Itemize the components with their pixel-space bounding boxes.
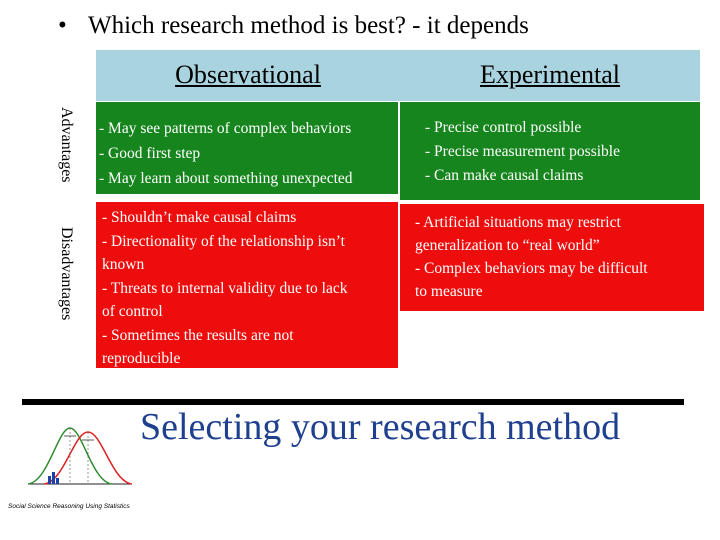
list-item: - Artificial situations may restrict [415, 214, 621, 231]
slide-bullet: • [58, 12, 67, 39]
list-item: - Can make causal claims [425, 167, 584, 184]
cell-experimental-disadvantages [400, 204, 704, 311]
list-item: known [102, 256, 145, 273]
cell-observational-advantages [96, 102, 398, 194]
list-item: - Precise measurement possible [425, 143, 620, 160]
list-item: - Directionality of the relationship isn’t [102, 232, 345, 250]
list-item: reproducible [102, 350, 181, 367]
logo-caption: Social Science Reasoning Using Statistics [8, 503, 130, 510]
list-item: of control [102, 303, 163, 320]
list-item: - Sometimes the results are not [102, 326, 294, 344]
list-item: - Threats to internal validity due to lack [102, 279, 348, 297]
header-experimental: Experimental [400, 50, 700, 101]
list-item: - Shouldn’t make causal claims [102, 209, 297, 226]
row-label-advantages: Advantages [58, 107, 75, 183]
list-item: - May learn about something unexpected [99, 170, 353, 187]
distribution-curves-icon [8, 418, 136, 506]
list-item: generalization to “real world” [415, 237, 600, 254]
cell-observational-disadvantages [96, 202, 398, 368]
list-item: - Complex behaviors may be difficult [415, 260, 648, 277]
footer-title: Selecting your research method [140, 406, 621, 448]
list-item: - Precise control possible [425, 119, 582, 136]
slide-title: Which research method is best? - it depends [88, 12, 529, 39]
list-item: to measure [415, 283, 483, 300]
row-label-disadvantages: Disadvantages [58, 227, 75, 321]
header-observational: Observational [96, 50, 400, 101]
cell-experimental-advantages [400, 102, 700, 200]
list-item: - May see patterns of complex behaviors [99, 120, 352, 137]
list-item: - Good first step [99, 145, 201, 162]
